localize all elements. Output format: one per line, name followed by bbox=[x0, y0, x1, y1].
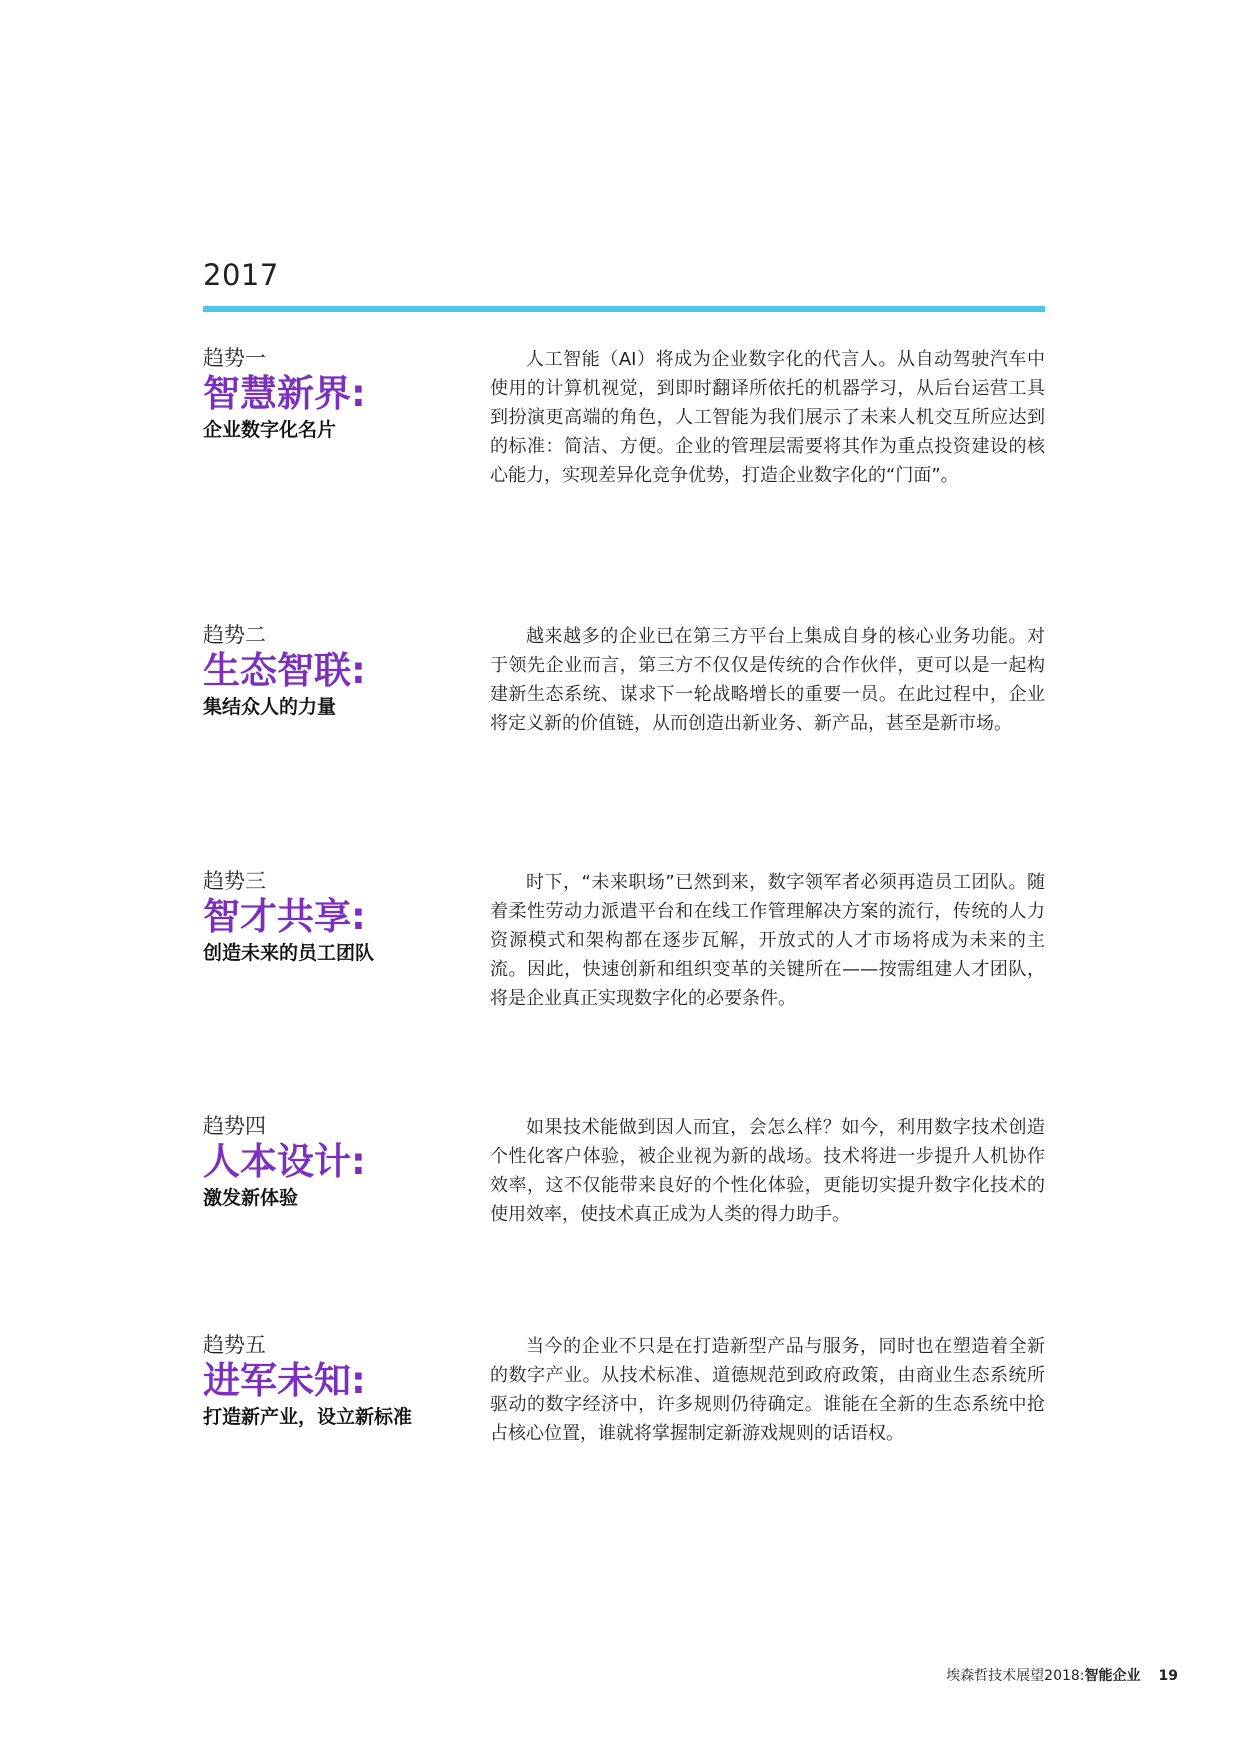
trend-body: 时下，“未来职场”已然到来，数字领军者必须再造员工团队。随着柔性劳动力派遣平台和在线工作管理解决方案的流行，传统的人力资源模式和架构都在逐步瓦解，开放式的人才市场将成为未来的主流。因此，快速创新和组织变革的关键所在——按需组建人才团队，将是企业真正实现数字化的必要条件。 bbox=[490, 872, 1045, 1009]
trend-label: 趋势三 bbox=[203, 869, 266, 893]
footer-publication-emphasis: 智能企业 bbox=[1084, 1668, 1141, 1684]
trend-subtitle: 集结众人的力量 bbox=[203, 696, 337, 718]
trend-subtitle: 创造未来的员工团队 bbox=[203, 942, 375, 964]
trend-body: 如果技术能做到因人而宜，会怎么样？如今，利用数字技术创造个性化客户体验，被企业视为新的战场。技术将进一步提升人机协作效率，这不仅能带来良好的个性化体验，更能切实提升数字化技术的使用效率，使技术真正成为人类的得力助手。 bbox=[490, 1117, 1045, 1225]
trend-heading-block bbox=[203, 345, 463, 443]
year-divider-rule bbox=[203, 306, 1045, 312]
year-heading: 2017 bbox=[203, 258, 279, 292]
trend-heading-block bbox=[203, 1113, 463, 1211]
trend-label: 趋势一 bbox=[203, 346, 266, 370]
trend-heading-block bbox=[203, 1332, 463, 1430]
trend-heading-block bbox=[203, 868, 463, 966]
trend-title: 智慧新界: bbox=[203, 372, 366, 415]
trend-subtitle: 打造新产业，设立新标准 bbox=[203, 1406, 413, 1428]
trend-title: 进军未知: bbox=[203, 1359, 366, 1402]
trend-title: 智才共享: bbox=[203, 895, 366, 938]
trend-label: 趋势二 bbox=[203, 623, 266, 647]
trend-body: 当今的企业不只是在打造新型产品与服务，同时也在塑造着全新的数字产业。从技术标准、道德规范到政府政策，由商业生态系统所驱动的数字经济中，许多规则仍待确定。谁能在全新的生态系统中抢占核心位置，谁就将掌握制定新游戏规则的话语权。 bbox=[490, 1336, 1045, 1444]
trend-label: 趋势五 bbox=[203, 1333, 266, 1357]
page-footer bbox=[946, 1665, 1178, 1685]
trend-title: 生态智联: bbox=[203, 649, 366, 692]
trend-body: 越来越多的企业已在第三方平台上集成自身的核心业务功能。对于领先企业而言，第三方不仅仅是传统的合作伙伴，更可以是一起构建新生态系统、谋求下一轮战略增长的重要一员。在此过程中，企业将定义新的价值链，从而创造出新业务、新产品，甚至是新市场。 bbox=[490, 626, 1045, 734]
trend-label: 趋势四 bbox=[203, 1114, 266, 1138]
page-number: 19 bbox=[1158, 1668, 1178, 1684]
trend-subtitle: 激发新体验 bbox=[203, 1187, 299, 1209]
trend-heading-block bbox=[203, 622, 463, 720]
trend-title: 人本设计: bbox=[203, 1140, 366, 1183]
trend-body: 人工智能（AI）将成为企业数字化的代言人。从自动驾驶汽车中使用的计算机视觉，到即时翻译所依托的机器学习，从后台运营工具到扮演更高端的角色，人工智能为我们展示了未来人机交互所应达到的标准：简洁、方便。企业的管理层需要将其作为重点投资建设的核心能力，实现差异化竞争优势，打造企业数字化的“门面”。 bbox=[490, 349, 1045, 486]
trend-subtitle: 企业数字化名片 bbox=[203, 419, 337, 441]
footer-publication: 埃森哲技术展望2018: bbox=[946, 1668, 1085, 1684]
